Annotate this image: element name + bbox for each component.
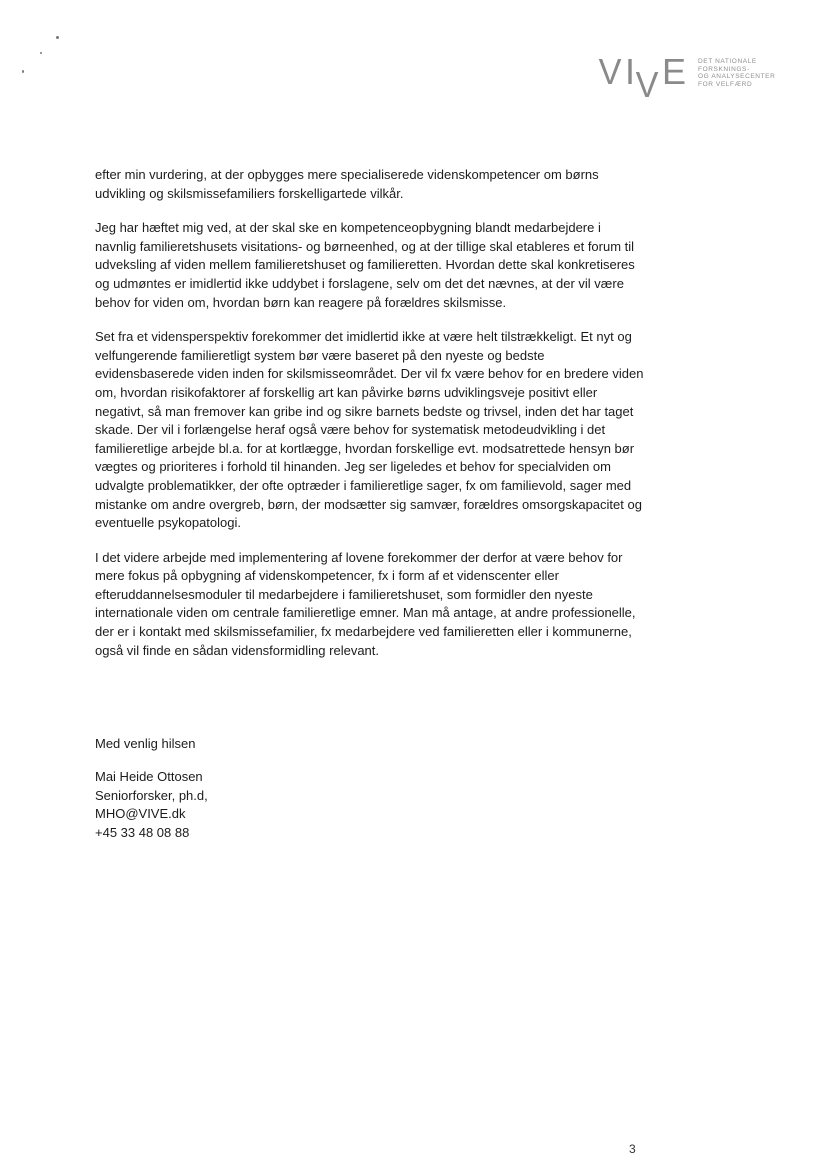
body-paragraph: I det videre arbejde med implementering af lovene forekommer der derfor at være behov for mere fokus på opbygning af videnskompetencer, fx i form af et videnscenter eller efteruddannelsesmoduler til medarbejdere i familieretshuset, som formidler den nyeste internationale viden om centrale familieretlige emner. Man må antage, at andre professionelle, der er i kontakt med skilsmissefamilier, fx medarbejdere ved familieretten eller i kommunerne, også vil finde en sådan vidensformidling relevant. xyxy=(95,549,636,658)
scan-speck xyxy=(22,70,24,73)
logo-tagline xyxy=(698,58,775,88)
signature-email: MHO@VIVE.dk xyxy=(95,806,186,822)
body-paragraph: Jeg har hæftet mig ved, at der skal ske en kompetenceopbygning blandt medarbejdere i navnlig familieretshusets visitations- og børneenhed, og at der tillige skal etableres et forum til udveksling af viden mellem familieretshuset og familieretten. Hvordan dette skal konkretiseres og udmøntes er imidlertid ikke uddybet i forslagene, selv om det det nævnes, at der vil være behov for viden om, hvordan børn kan reagere på forældres skilsmisse. xyxy=(95,220,635,310)
vive-logo xyxy=(598,51,798,106)
logo-tagline-line: FORSKNINGS- xyxy=(698,65,750,73)
signature-title: Seniorforsker, ph.d, xyxy=(95,787,208,803)
logo-letter: I xyxy=(625,51,636,92)
logo-letter: V xyxy=(598,51,622,92)
page-number: 3 xyxy=(629,1142,636,1156)
logo-tagline-line: DET NATIONALE xyxy=(698,58,757,65)
letter-body xyxy=(95,166,645,676)
vive-logo-mark xyxy=(598,51,690,106)
body-paragraph: efter min vurdering, at der opbygges mere specialiserede videnskompetencer om børns udvikling og skilsmissefamiliers forskelligartede vilkår. xyxy=(95,167,599,201)
logo-letter: E xyxy=(662,51,687,92)
logo-tagline-line: OG ANALYSECENTER xyxy=(698,73,776,81)
scan-speck xyxy=(40,52,42,54)
logo-tagline-line: FOR VELFÆRD xyxy=(698,80,753,88)
signature-block xyxy=(95,768,208,842)
signature-phone: +45 33 48 08 88 xyxy=(95,824,190,840)
signature-name: Mai Heide Ottosen xyxy=(95,769,203,784)
body-paragraph: Set fra et vidensperspektiv forekommer det imidlertid ikke at være helt tilstrækkeligt. Et nyt og velfungerende familieretligt system bør være baseret på den nyeste og bedste evidensbaserede viden inden for skilsmisseområdet. Der vil fx være behov for en bredere viden om, hvordan risikofaktorer af forskellig art kan påvirke børns udviklingsveje positivt eller negativt, så man fremover kan gribe ind og sikre barnets bedste og trivsel, inden det har taget skade. Der vil i forlængelse heraf også være behov for systematisk metodeudvikling i det familieretlige arbejde bl.a. for at kortlægge, hvordan forskellige evt. modsatrettede hensyn bør vægtes og prioriteres i forhold til hinanden. Jeg ser ligeledes et behov for specialviden om udvalgte problematikker, der ofte optræder i familieretlige sager, fx om familievold, sager med mistanke om andre overgreb, børn, der modsætter sig samvær, forældres omsorgskapacitet og eventuelle psykopatologi. xyxy=(95,329,644,531)
closing-salutation: Med venlig hilsen xyxy=(95,736,196,751)
scan-speck xyxy=(56,36,59,39)
logo-letter: V xyxy=(635,64,659,105)
